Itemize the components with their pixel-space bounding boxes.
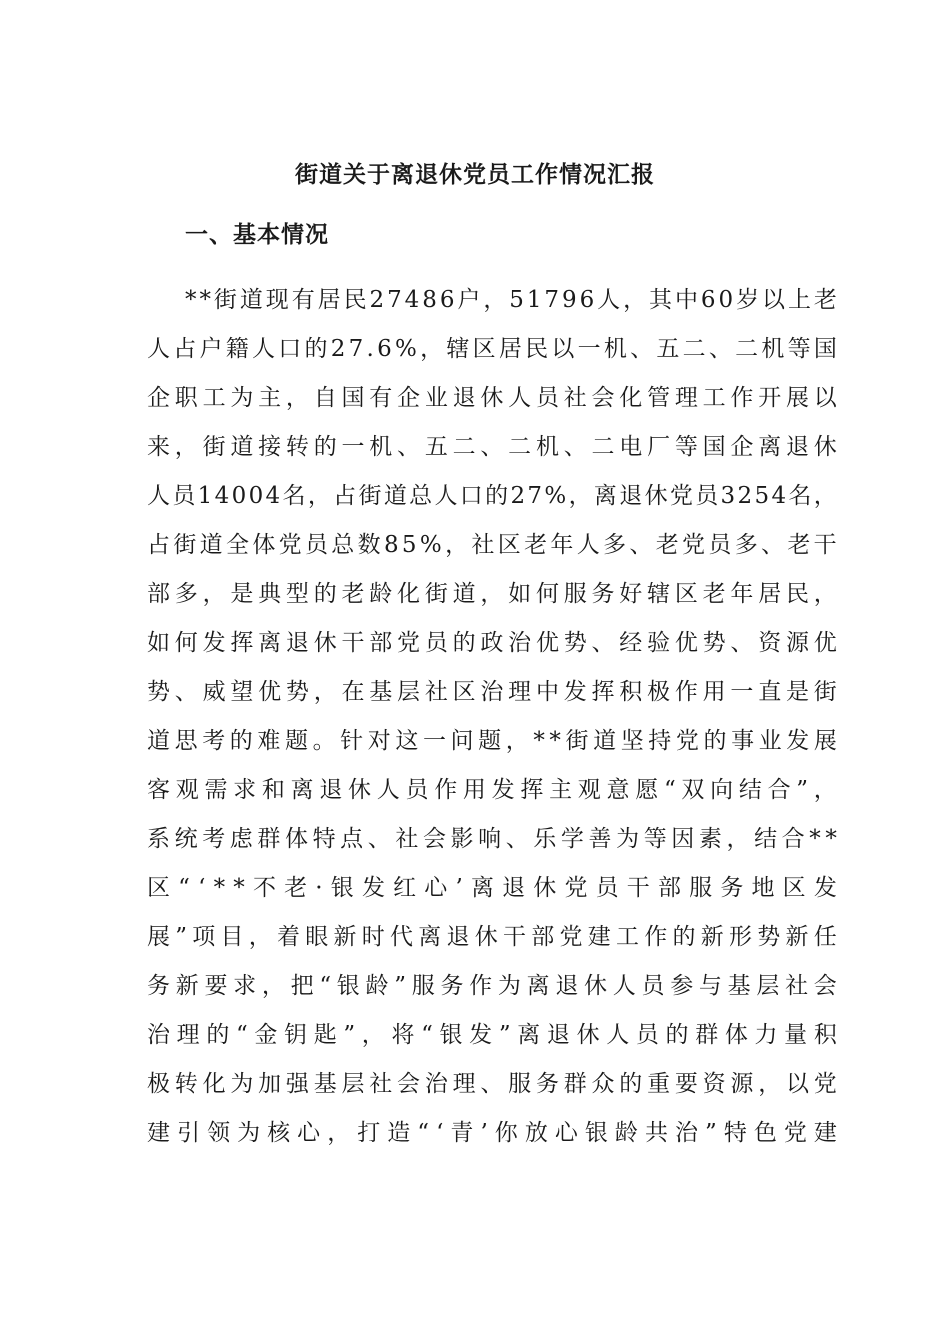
- paragraph-line: 人 占 户 籍 人 口 的 2 7 . 6 % ， 辖 区 居 民 以 一 机 、 五 二 、 二 机 等 国: [147, 336, 837, 362]
- paragraph-line: 部 多 ， 是 典 型 的 老 龄 化 街 道 ， 如 何 服 务 好 辖 区 老 年 居 民 ，: [147, 581, 837, 607]
- paragraph-line: 如 何 发 挥 离 退 休 干 部 党 员 的 政 治 优 势 、 经 验 优 势 、 资 源 优: [147, 630, 837, 656]
- section-heading: 一、基本情况: [185, 222, 329, 248]
- paragraph-line: 建 引 领 为 核 心 ， 打 造 “ ‘ 青 ’ 你 放 心 银 龄 共 治 ” 特 色 党 建: [147, 1120, 837, 1146]
- paragraph-line: 区 “ ‘ * * 不 老 · 银 发 红 心 ’ 离 退 休 党 员 干 部 服 务 地 区 发: [147, 875, 837, 901]
- paragraph-line: 系 统 考 虑 群 体 特 点 、 社 会 影 响 、 乐 学 善 为 等 因 素 ， 结 合 * *: [147, 826, 837, 852]
- paragraph-line: 势 、 威 望 优 势 ， 在 基 层 社 区 治 理 中 发 挥 积 极 作 用 一 直 是 街: [147, 679, 837, 705]
- paragraph-line: 企 职 工 为 主 ， 自 国 有 企 业 退 休 人 员 社 会 化 管 理 工 作 开 展 以: [147, 385, 837, 411]
- paragraph-line: 展 ” 项 目 ， 着 眼 新 时 代 离 退 休 干 部 党 建 工 作 的 新 形 势 新 任: [147, 924, 837, 950]
- paragraph-line: 极 转 化 为 加 强 基 层 社 会 治 理 、 服 务 群 众 的 重 要 资 源 ， 以 党: [147, 1071, 837, 1097]
- paragraph-line: 客 观 需 求 和 离 退 休 人 员 作 用 发 挥 主 观 意 愿 “ 双 向 结 合 ” ，: [147, 777, 837, 803]
- paragraph-line: 来 ， 街 道 接 转 的 一 机 、 五 二 、 二 机 、 二 电 厂 等 国 企 离 退 休: [147, 434, 837, 460]
- paragraph-line: 占 街 道 全 体 党 员 总 数 8 5 % ， 社 区 老 年 人 多 、 老 党 员 多 、 老 干: [147, 532, 837, 558]
- document-title: 街道关于离退休党员工作情况汇报: [295, 162, 655, 188]
- paragraph-line: 人 员 1 4 0 0 4 名 ， 占 街 道 总 人 口 的 2 7 % ， 离 退 休 党 员 3 2 5 4 名 ，: [147, 483, 837, 509]
- paragraph-line: 治 理 的 “ 金 钥 匙 ” ， 将 “ 银 发 ” 离 退 休 人 员 的 群 体 力 量 积: [147, 1022, 837, 1048]
- paragraph-line: 道 思 考 的 难 题 。 针 对 这 一 问 题 ， * * 街 道 坚 持 党 的 事 业 发 展: [147, 728, 837, 754]
- paragraph-line: 务 新 要 求 ， 把 “ 银 龄 ” 服 务 作 为 离 退 休 人 员 参 与 基 层 社 会: [147, 973, 837, 999]
- paragraph-line: * * 街 道 现 有 居 民 2 7 4 8 6 户 ， 5 1 7 9 6 人 ， 其 中 6 0 岁 以 上 老: [185, 287, 837, 313]
